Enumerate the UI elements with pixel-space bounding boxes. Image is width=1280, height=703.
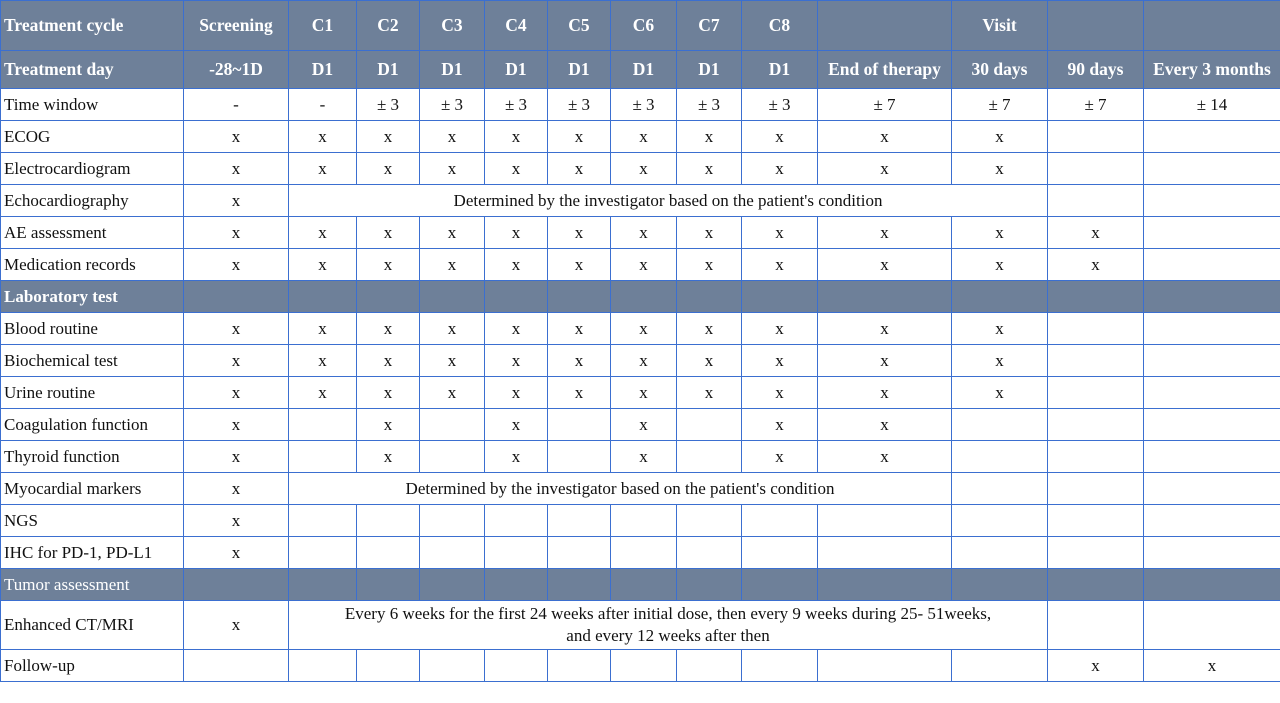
cell: x [184,249,289,281]
cell: - [289,89,357,121]
cell [1144,569,1280,601]
cell [548,281,611,313]
cell: x [184,185,289,217]
cell: x [952,217,1048,249]
cell [1144,377,1280,409]
cell [818,281,952,313]
cell: x [184,441,289,473]
cell: x [742,153,818,185]
row-label: Urine routine [1,377,184,409]
cell [548,441,611,473]
cell: Visit [952,1,1048,51]
cell: x [184,601,289,650]
cell: x [952,313,1048,345]
cell [952,409,1048,441]
cell: x [184,537,289,569]
cell: C6 [611,1,677,51]
cell: x [548,217,611,249]
cell [485,505,548,537]
cell: x [1048,650,1144,682]
section-title: Laboratory test [1,281,184,313]
cell: x [420,313,485,345]
note-cell [289,601,1048,650]
cell: x [742,377,818,409]
section-row-laboratory [1,281,1280,313]
cell [1048,505,1144,537]
cell [1144,153,1280,185]
cell: x [611,313,677,345]
cell [548,409,611,441]
cell [289,650,357,682]
cell [952,505,1048,537]
cell [952,537,1048,569]
cell: x [420,377,485,409]
cell: x [677,217,742,249]
cell [1048,409,1144,441]
cell: D1 [742,51,818,89]
cell [420,409,485,441]
cell [611,650,677,682]
cell [1144,505,1280,537]
cell: C2 [357,1,420,51]
cell [289,441,357,473]
cell [289,281,357,313]
cell [289,569,357,601]
cell [1048,281,1144,313]
cell [1144,217,1280,249]
section-row-tumor [1,569,1280,601]
cell [184,281,289,313]
cell: x [357,313,420,345]
cell: C4 [485,1,548,51]
cell: x [742,249,818,281]
cell: x [818,249,952,281]
cell [548,569,611,601]
cell [818,650,952,682]
cell [1144,473,1280,505]
cell: x [184,345,289,377]
row-label: Echocardiography [1,185,184,217]
row-label: Treatment cycle [1,1,184,51]
cell [485,569,548,601]
row-label: Myocardial markers [1,473,184,505]
cell: C5 [548,1,611,51]
cell [548,650,611,682]
cell [611,537,677,569]
cell: x [485,409,548,441]
cell: x [184,473,289,505]
row-label: Time window [1,89,184,121]
header-row-day [1,51,1280,89]
row-label: Blood routine [1,313,184,345]
table-row-blood-routine [1,313,1280,345]
cell [420,441,485,473]
cell: - [184,89,289,121]
cell: x [677,345,742,377]
cell: x [289,377,357,409]
cell: x [357,441,420,473]
cell: x [1144,650,1280,682]
note-cell: Determined by the investigator based on the patient's condition [289,185,1048,217]
cell: x [184,121,289,153]
cell [420,569,485,601]
cell: x [184,409,289,441]
cell: x [1048,249,1144,281]
cell [1048,121,1144,153]
cell [742,281,818,313]
cell [420,537,485,569]
cell: x [742,441,818,473]
cell [420,650,485,682]
cell: x [485,377,548,409]
cell: x [289,249,357,281]
cell [677,409,742,441]
row-label: NGS [1,505,184,537]
cell [952,569,1048,601]
cell [357,569,420,601]
cell: Every 3 months [1144,51,1280,89]
cell [1048,377,1144,409]
header-row-cycle [1,1,1280,51]
row-label: Thyroid function [1,441,184,473]
cell: x [742,409,818,441]
cell: C3 [420,1,485,51]
row-label: Biochemical test [1,345,184,377]
table-row-urine-routine [1,377,1280,409]
cell [818,505,952,537]
cell: D1 [548,51,611,89]
table-row-echocardiography [1,185,1280,217]
cell: ± 7 [1048,89,1144,121]
cell [357,537,420,569]
cell [818,537,952,569]
cell: x [818,121,952,153]
cell [818,569,952,601]
table-row-follow-up [1,650,1280,682]
cell [184,650,289,682]
cell [1144,313,1280,345]
cell [952,650,1048,682]
table-row-thyroid-function [1,441,1280,473]
table-row-electrocardiogram [1,153,1280,185]
cell: x [611,153,677,185]
cell: x [818,377,952,409]
cell [1144,441,1280,473]
cell [952,281,1048,313]
cell [1144,409,1280,441]
cell: x [485,249,548,281]
cell: C1 [289,1,357,51]
cell: x [548,153,611,185]
note-line-2: and every 12 weeks after then [566,626,770,645]
cell: x [818,153,952,185]
cell: x [952,345,1048,377]
cell: x [611,377,677,409]
cell [289,409,357,441]
cell: x [742,217,818,249]
cell: x [548,377,611,409]
cell [952,473,1048,505]
cell: x [548,121,611,153]
cell: x [611,121,677,153]
cell: x [677,249,742,281]
table-row-enhanced-ct [1,601,1280,650]
cell: x [677,153,742,185]
cell: ± 3 [677,89,742,121]
cell [611,281,677,313]
cell [677,650,742,682]
cell: x [485,121,548,153]
cell [677,569,742,601]
table-row-myocardial-markers [1,473,1280,505]
cell: D1 [289,51,357,89]
cell [1048,569,1144,601]
row-label: Medication records [1,249,184,281]
cell [1144,537,1280,569]
cell: x [952,121,1048,153]
cell [357,281,420,313]
cell [357,650,420,682]
cell: x [184,153,289,185]
row-label: AE assessment [1,217,184,249]
cell [1048,313,1144,345]
cell [952,441,1048,473]
cell: x [485,313,548,345]
cell: x [420,217,485,249]
cell: ± 14 [1144,89,1280,121]
cell: 30 days [952,51,1048,89]
cell: x [818,313,952,345]
note-cell: Determined by the investigator based on the patient's condition [289,473,952,505]
cell: x [611,249,677,281]
cell [184,569,289,601]
cell: x [1048,217,1144,249]
cell: x [420,121,485,153]
cell: ± 3 [420,89,485,121]
cell: ± 3 [357,89,420,121]
table-row-ngs [1,505,1280,537]
table-row-medication-records [1,249,1280,281]
cell: End of therapy [818,51,952,89]
note-line-1: Every 6 weeks for the first 24 weeks after initial dose, then every 9 weeks during 25- 51weeks, [344,604,992,623]
cell [1048,537,1144,569]
cell [818,1,952,51]
cell: Screening [184,1,289,51]
cell: x [357,409,420,441]
cell: ± 3 [742,89,818,121]
cell: ± 7 [952,89,1048,121]
cell: x [742,345,818,377]
cell: x [184,505,289,537]
cell [677,441,742,473]
cell: D1 [357,51,420,89]
cell [289,505,357,537]
cell: x [611,217,677,249]
cell: 90 days [1048,51,1144,89]
cell: x [485,153,548,185]
cell [1048,601,1144,650]
cell [485,650,548,682]
row-label: IHC for PD-1, PD-L1 [1,537,184,569]
cell [420,281,485,313]
cell: x [289,121,357,153]
cell [1048,153,1144,185]
section-title: Tumor assessment [1,569,184,601]
cell: x [818,345,952,377]
cell: x [184,377,289,409]
cell: x [420,345,485,377]
cell: x [184,217,289,249]
cell [677,537,742,569]
cell: x [677,313,742,345]
cell: ± 3 [611,89,677,121]
cell: x [818,217,952,249]
cell [1144,121,1280,153]
cell [485,537,548,569]
cell [1048,185,1144,217]
cell: x [357,249,420,281]
cell [1144,185,1280,217]
cell [1048,1,1144,51]
cell [548,505,611,537]
cell: x [357,153,420,185]
table-row-biochemical-test [1,345,1280,377]
row-label: Treatment day [1,51,184,89]
cell: x [289,313,357,345]
table-row-time-window [1,89,1280,121]
cell [420,505,485,537]
cell: ± 3 [485,89,548,121]
cell: ± 3 [548,89,611,121]
cell [1144,249,1280,281]
cell [289,537,357,569]
row-label: ECOG [1,121,184,153]
cell [742,650,818,682]
cell [548,537,611,569]
table-row-ecog [1,121,1280,153]
cell: x [952,153,1048,185]
row-label: Coagulation function [1,409,184,441]
row-label: Follow-up [1,650,184,682]
cell [1048,473,1144,505]
cell [611,569,677,601]
cell: C7 [677,1,742,51]
cell: x [289,153,357,185]
cell [1144,345,1280,377]
cell [1144,1,1280,51]
cell: x [952,249,1048,281]
cell: x [357,377,420,409]
cell: D1 [611,51,677,89]
cell: x [952,377,1048,409]
cell: x [289,217,357,249]
cell: D1 [420,51,485,89]
cell: x [548,313,611,345]
cell: x [548,249,611,281]
cell [1048,345,1144,377]
cell: x [818,441,952,473]
cell: x [611,441,677,473]
cell: x [357,121,420,153]
cell: x [548,345,611,377]
table-row-ihc [1,537,1280,569]
cell: x [818,409,952,441]
cell: x [611,409,677,441]
cell: D1 [677,51,742,89]
cell [1144,281,1280,313]
cell: C8 [742,1,818,51]
cell: x [420,153,485,185]
cell [1144,601,1280,650]
cell: x [742,313,818,345]
cell: -28~1D [184,51,289,89]
cell: ± 7 [818,89,952,121]
cell [742,537,818,569]
cell [357,505,420,537]
cell: D1 [485,51,548,89]
cell: x [485,217,548,249]
row-label: Electrocardiogram [1,153,184,185]
cell [742,505,818,537]
cell [677,281,742,313]
cell: x [677,377,742,409]
cell [677,505,742,537]
cell: x [677,121,742,153]
table-row-coagulation-function [1,409,1280,441]
cell [742,569,818,601]
cell [611,505,677,537]
cell: x [289,345,357,377]
cell: x [742,121,818,153]
cell: x [357,345,420,377]
table-row-ae-assessment [1,217,1280,249]
cell: x [184,313,289,345]
cell: x [485,345,548,377]
cell: x [611,345,677,377]
row-label: Enhanced CT/MRI [1,601,184,650]
cell [485,281,548,313]
cell: x [420,249,485,281]
cell: x [357,217,420,249]
cell [1048,441,1144,473]
cell: x [485,441,548,473]
